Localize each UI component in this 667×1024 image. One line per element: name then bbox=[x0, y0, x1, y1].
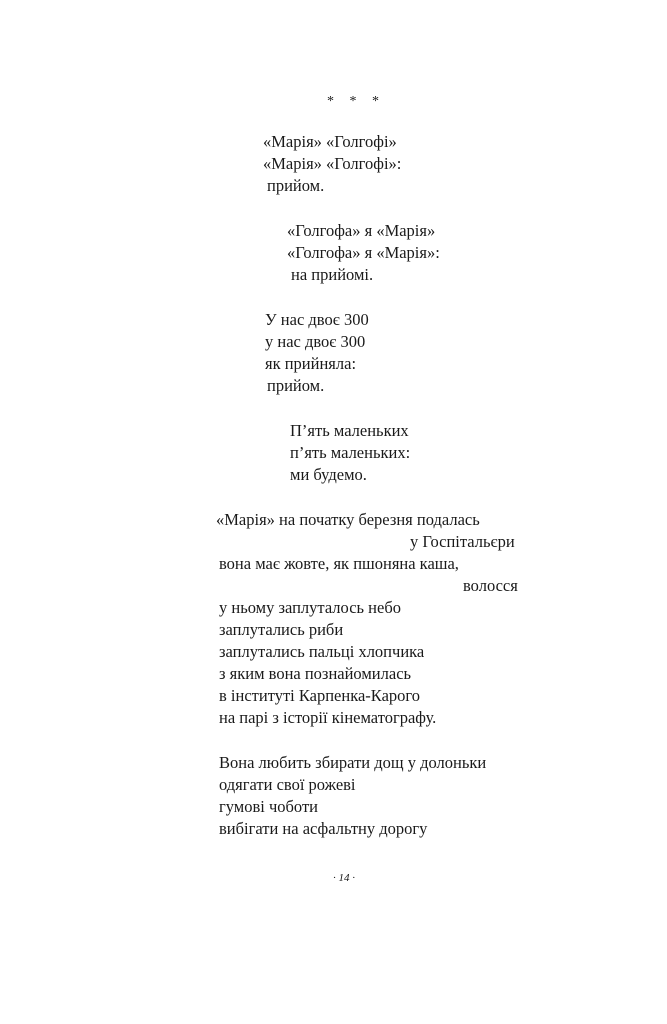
poem-line: в інституті Карпенка-Карого bbox=[219, 686, 421, 705]
poem-line: Вона любить збирати дощ у долоньки bbox=[219, 753, 487, 772]
poem-line: п’ять маленьких: bbox=[290, 443, 411, 462]
page-number: · 14 · bbox=[333, 872, 355, 884]
poem-line: заплутались риби bbox=[219, 620, 344, 639]
poem-line: заплутались пальці хлопчика bbox=[219, 642, 425, 661]
poem-line: «Голгофа» я «Марія»: bbox=[287, 243, 440, 262]
section-separator: * * * bbox=[327, 94, 385, 109]
poem-line: у нас двоє 300 bbox=[265, 332, 366, 351]
poem-line: ми будемо. bbox=[290, 465, 367, 484]
poem-line: у ньому заплуталось небо bbox=[219, 598, 401, 617]
poem-line: одягати свої рожеві bbox=[219, 775, 356, 794]
poem-line: з яким вона познайомилась bbox=[219, 664, 412, 683]
poem-line: «Голгофа» я «Марія» bbox=[287, 221, 436, 240]
poem-line: як прийняла: bbox=[265, 354, 357, 373]
poem-line: «Марія» на початку березня подалась bbox=[216, 510, 480, 529]
poem-line: прийом. bbox=[267, 376, 325, 395]
poem-line: вибігати на асфальтну дорогу bbox=[219, 819, 428, 838]
poem-line: «Марія» «Голгофі»: bbox=[263, 154, 402, 173]
poem-line: вона має жовте, як пшоняна каша, bbox=[219, 554, 459, 573]
poem-line: У нас двоє 300 bbox=[265, 310, 369, 329]
poem-line: гумові чоботи bbox=[219, 797, 319, 816]
poem-line: на прийомі. bbox=[291, 265, 374, 284]
poem-line: у Госпітальєри bbox=[410, 532, 515, 551]
poem-line: на парі з історії кінематографу. bbox=[219, 708, 437, 727]
poem-line: волосся bbox=[463, 576, 518, 595]
poem-line: П’ять маленьких bbox=[290, 421, 409, 440]
poem-line: «Марія» «Голгофі» bbox=[263, 132, 397, 151]
poem-line: прийом. bbox=[267, 176, 325, 195]
